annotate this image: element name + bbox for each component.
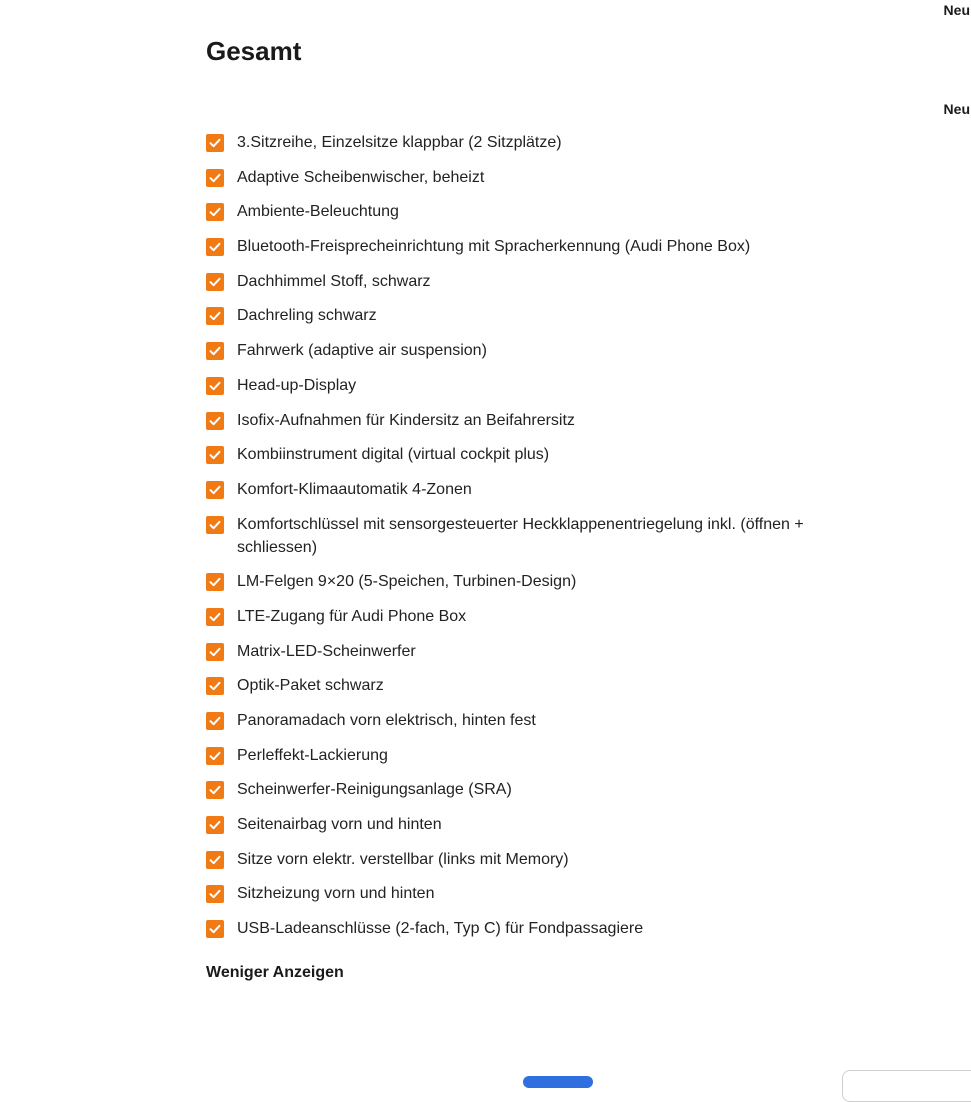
feature-label: Panoramadach vorn elektrisch, hinten fest: [237, 712, 536, 729]
feature-item: [206, 200, 846, 223]
new-label: Neu: [943, 101, 970, 117]
feature-label: Kombiinstrument digital (virtual cockpit plus): [237, 446, 550, 464]
feature-label: Ambiente-Beleuchtung: [237, 203, 399, 221]
feature-label: Komfort-Klimaautomatik 4-Zonen: [237, 480, 472, 498]
feature-label: Sitze vorn elektr. verstellbar (links mit Memory): [237, 850, 569, 868]
section-title: Gesamt: [206, 36, 302, 66]
feature-item: [206, 270, 846, 293]
feature-item: [206, 304, 846, 327]
feature-label: LTE-Zugang für Audi Phone Box: [237, 607, 467, 625]
feature-item: [206, 339, 846, 362]
feature-label: Dachreling schwarz: [237, 307, 377, 325]
feature-item: [206, 813, 846, 836]
feature-item: [206, 744, 846, 767]
feature-label: Bluetooth-Freisprecheinrichtung mit Spracherkennung (Audi Phone Box): [237, 238, 751, 256]
checkbox-checked-icon[interactable]: [206, 412, 224, 430]
feature-item: [206, 513, 846, 559]
checkbox-checked-icon[interactable]: [206, 203, 224, 221]
feature-label: Perleffekt-Lackierung: [237, 746, 388, 764]
feature-item: [206, 374, 846, 397]
checkbox-checked-icon[interactable]: [206, 481, 224, 499]
feature-label: Scheinwerfer-Reinigungsanlage (SRA): [237, 781, 512, 799]
checkbox-checked-icon[interactable]: [206, 516, 224, 534]
checkbox-checked-icon[interactable]: [206, 747, 224, 765]
feature-item: [206, 709, 846, 732]
feature-label: Dachhimmel Stoff, schwarz: [237, 272, 431, 290]
feature-label: Fahrwerk (adaptive air suspension): [237, 342, 487, 360]
feature-item: [206, 848, 846, 871]
feature-item: [206, 166, 846, 189]
feature-label: Sitzheizung vorn und hinten: [237, 885, 435, 903]
feature-item: [206, 882, 846, 905]
feature-item: [206, 778, 846, 801]
feature-list: [206, 131, 846, 952]
feature-item: [206, 131, 846, 154]
show-less-link[interactable]: Weniger Anzeigen: [206, 964, 344, 981]
checkbox-checked-icon[interactable]: [206, 134, 224, 152]
checkbox-checked-icon[interactable]: [206, 643, 224, 661]
checkbox-checked-icon[interactable]: [206, 377, 224, 395]
feature-label: 3.Sitzreihe, Einzelsitze klappbar (2 Sitzplätze): [237, 134, 562, 151]
feature-item: [206, 443, 846, 466]
checkbox-checked-icon[interactable]: [206, 851, 224, 869]
checkbox-checked-icon[interactable]: [206, 169, 224, 187]
feature-item: [206, 917, 846, 940]
feature-label: LM-Felgen 9×20 (5-Speichen, Turbinen-Design): [237, 573, 577, 591]
feature-item: [206, 409, 846, 432]
feature-label: Seitenairbag vorn und hinten: [237, 816, 442, 834]
feature-label: Optik-Paket schwarz: [237, 677, 384, 695]
checkbox-checked-icon[interactable]: [206, 238, 224, 256]
checkbox-checked-icon[interactable]: [206, 273, 224, 291]
checkbox-checked-icon[interactable]: [206, 573, 224, 591]
checkbox-checked-icon[interactable]: [206, 677, 224, 695]
feature-label: Matrix-LED-Scheinwerfer: [237, 642, 416, 660]
feature-label: Head-up-Display: [237, 376, 357, 394]
feature-item: [206, 605, 846, 628]
checkbox-checked-icon[interactable]: [206, 608, 224, 626]
next-section-button-cropped[interactable]: [842, 1070, 971, 1102]
checkbox-checked-icon[interactable]: [206, 920, 224, 938]
feature-label: Komfortschlüssel mit sensorgesteuerter Heckklappenentriegelung inkl. (öffnen + schliessen): [237, 515, 804, 556]
feature-label: Adaptive Scheibenwischer, beheizt: [237, 168, 485, 186]
checkbox-checked-icon[interactable]: [206, 885, 224, 903]
feature-item: [206, 478, 846, 501]
checkbox-checked-icon[interactable]: [206, 342, 224, 360]
feature-item: [206, 570, 846, 593]
checkbox-checked-icon[interactable]: [206, 781, 224, 799]
checkbox-checked-icon[interactable]: [206, 712, 224, 730]
checkbox-checked-icon[interactable]: [206, 816, 224, 834]
new-label: Neu: [943, 2, 970, 18]
feature-label: Isofix-Aufnahmen für Kindersitz an Beifahrersitz: [237, 411, 575, 429]
feature-item: [206, 640, 846, 663]
checkbox-checked-icon[interactable]: [206, 446, 224, 464]
feature-item: [206, 674, 846, 697]
checkbox-checked-icon[interactable]: [206, 307, 224, 325]
next-section-badge-cropped: [523, 1076, 593, 1088]
feature-label: USB-Ladeanschlüsse (2-fach, Typ C) für Fondpassagiere: [237, 920, 644, 938]
feature-item: [206, 235, 846, 258]
